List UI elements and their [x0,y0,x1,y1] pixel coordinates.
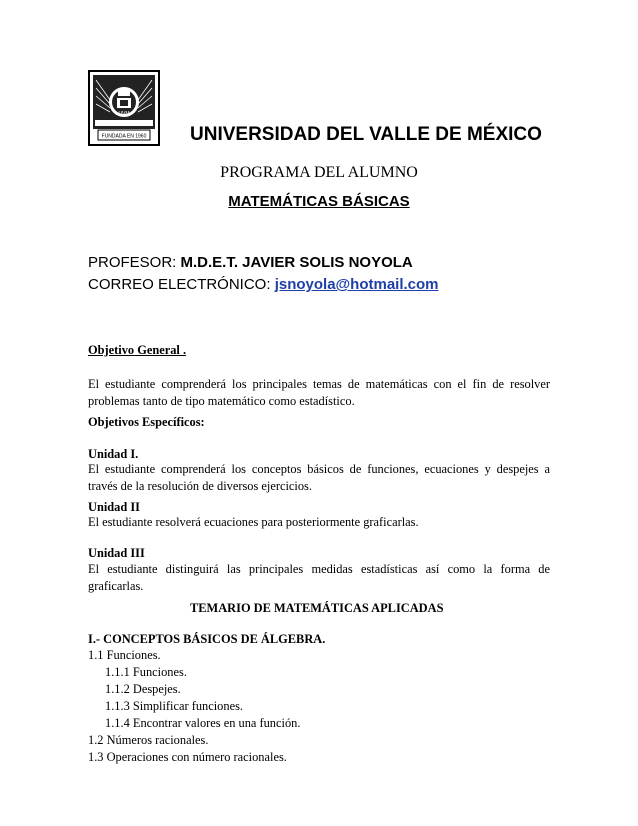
list-item: 1.3 Operaciones con número racionales. [88,750,287,764]
list-item: 1.1.4 Encontrar valores en una función. [105,716,301,730]
university-seal-logo [88,70,160,146]
list-item: 1.1.3 Simplificar funciones. [105,699,243,713]
syllabus-title: TEMARIO DE MATEMÁTICAS APLICADAS [190,601,444,615]
unit-2-title: Unidad II [88,500,141,514]
specific-objectives-heading: Objetivos Específicos: [88,415,205,429]
email-link[interactable]: jsnoyola@hotmail.com [274,276,439,293]
syllabus-section: I.- CONCEPTOS BÁSICOS DE ÁLGEBRA. [88,632,326,646]
list-item: 1.1.2 Despejes. [105,682,181,696]
unit-2-text: El estudiante resolverá ecuaciones para posteriormente graficarlas. [88,515,419,529]
objective-heading: Objetivo General . [88,343,187,357]
list-item: 1.1.1 Funciones. [105,665,187,679]
list-item: 1.1 Funciones. [88,648,161,662]
professor-line [88,254,413,271]
university-title: UNIVERSIDAD DEL VALLE DE MÉXICO [190,124,542,145]
unit-1-title: Unidad I. [88,447,139,461]
svg-text:UVM: UVM [118,111,130,117]
program-title: PROGRAMA DEL ALUMNO [220,164,418,181]
svg-text:FUNDADA EN 1960: FUNDADA EN 1960 [101,133,147,140]
email-line [88,276,439,293]
professor-name: M.D.E.T. JAVIER SOLIS NOYOLA [180,254,413,271]
unit-3-text: El estudiante distinguirá las principales medidas estadísticas así como la forma de graficarlas. [88,562,550,593]
unit-1-text: El estudiante comprenderá los conceptos básicos de funciones, ecuaciones y despejes a través de la resolución de diversos ejercicios. [88,462,550,493]
course-title: MATEMÁTICAS BÁSICAS [228,193,410,210]
list-item: 1.2 Números racionales. [88,733,209,747]
professor-label: PROFESOR: [88,254,181,271]
objective-text: El estudiante comprenderá los principales temas de matemáticas con el fin de resolver problemas tanto de tipo matemático como estadístico. [88,377,550,408]
unit-3-title: Unidad III [88,546,145,560]
email-label: CORREO ELECTRÓNICO: [88,276,275,293]
syllabus-list [88,647,550,766]
